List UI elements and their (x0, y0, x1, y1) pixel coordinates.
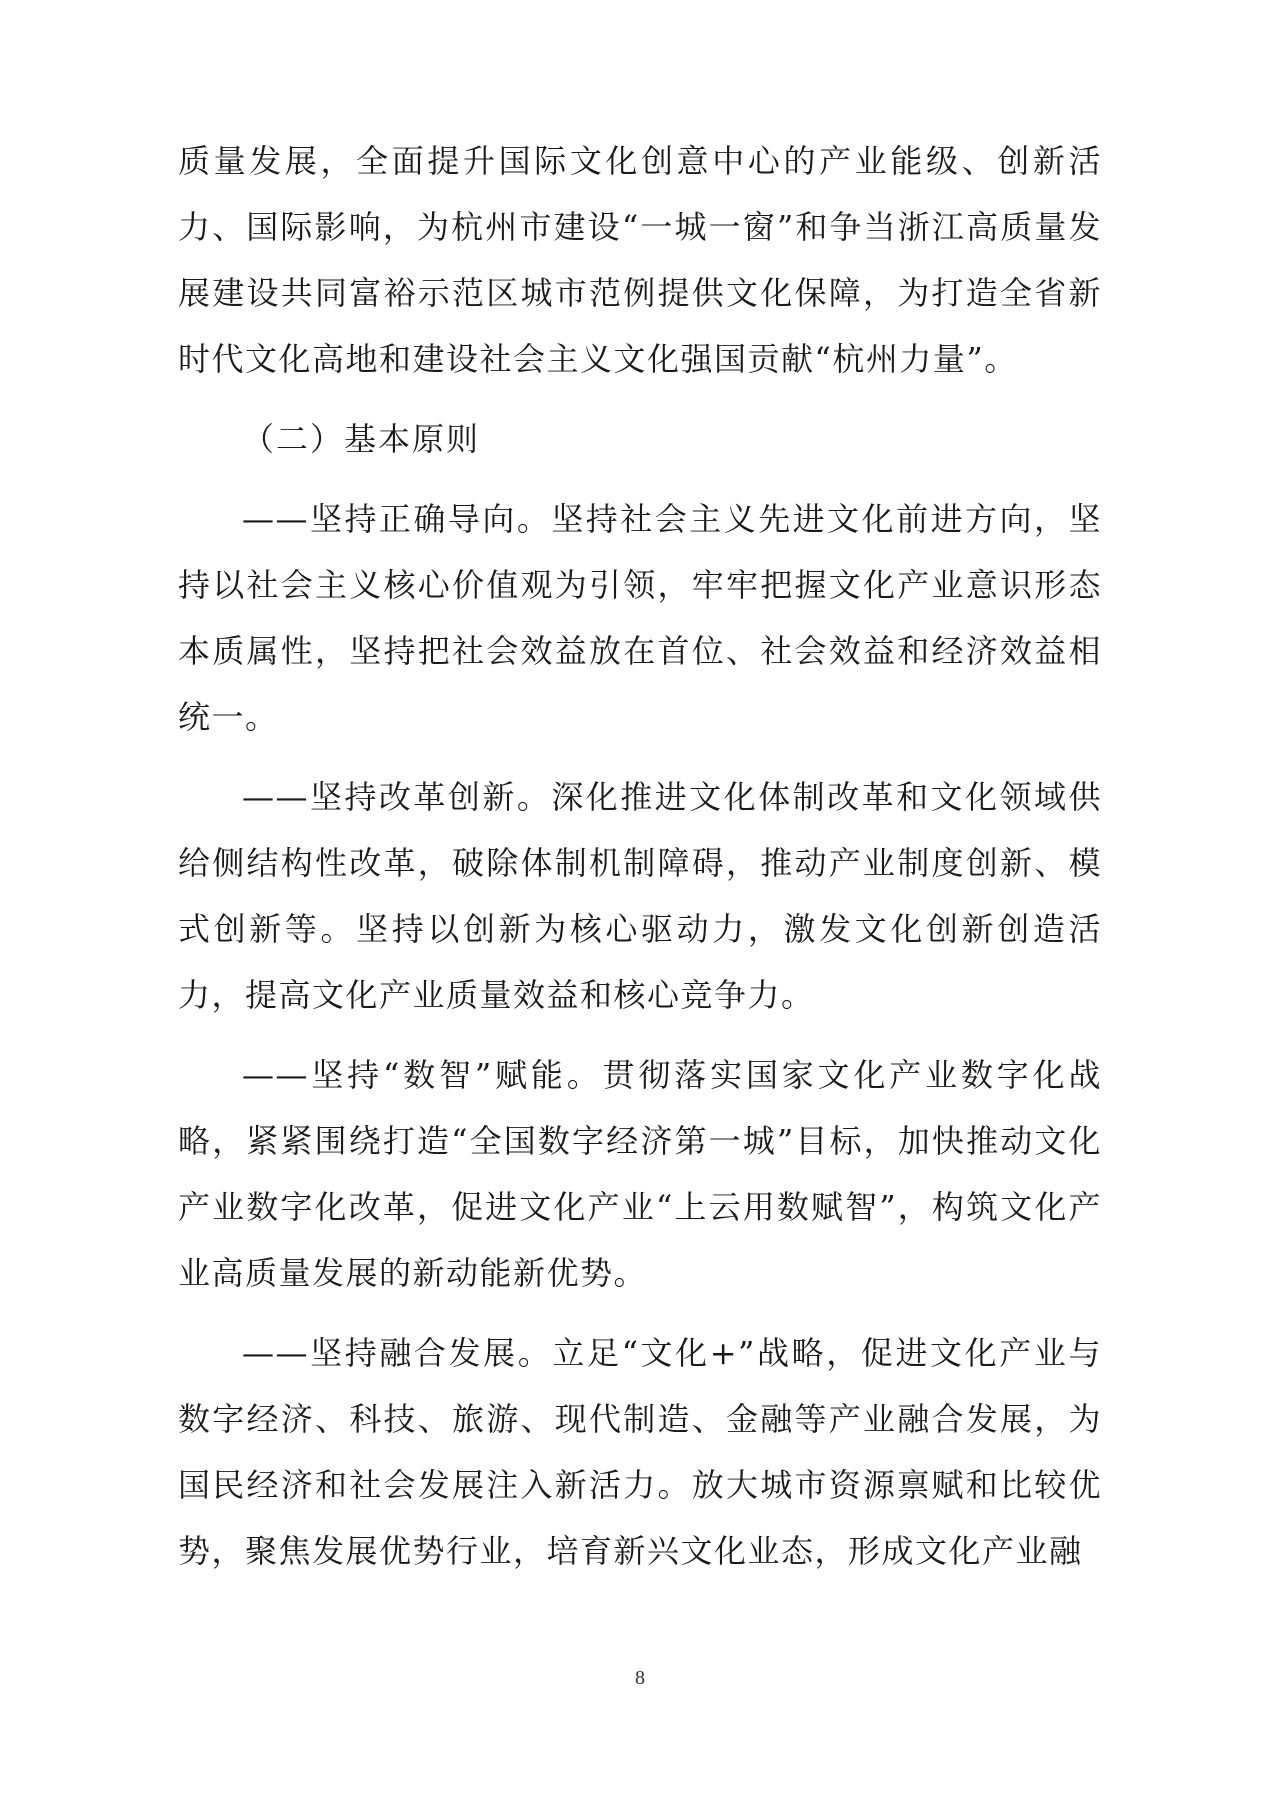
principle-paragraph-digital-empowerment (178, 1042, 1102, 1306)
principle-lead: ——坚持正确导向。 (242, 500, 552, 538)
principle-body: 立足“文化+”战略，促进文化产业与数字经济、科技、旅游、现代制造、金融等产业融合发展，为国民经济和社会发展注入新活力。放大城市资源禀赋和比较优势，聚焦发展优势行业，培育新兴文化业态，形成文化产业融 (178, 1334, 1102, 1570)
principle-paragraph-correct-orientation (178, 486, 1102, 750)
section-heading: （二）基本原则 (242, 420, 481, 458)
principle-paragraph-integrated-development (178, 1320, 1102, 1584)
principle-body: 深化推进文化体制改革和文化领域供给侧结构性改革，破除体制机制障碍，推动产业制度创新、模式创新等。坚持以创新为核心驱动力，激发文化创新创造活力，提高文化产业质量效益和核心竞争力。 (178, 778, 1102, 1014)
principle-paragraph-reform-innovation (178, 764, 1102, 1028)
principle-body: 坚持社会主义先进文化前进方向，坚持以社会主义核心价值观为引领，牢牢把握文化产业意识形态本质属性，坚持把社会效益放在首位、社会效益和经济效益相统一。 (178, 500, 1102, 736)
page-number: 8 (635, 1667, 645, 1689)
principle-lead: ——坚持“数智”赋能。 (242, 1056, 603, 1094)
principle-lead: ——坚持改革创新。 (242, 778, 552, 816)
principle-lead: ——坚持融合发展。 (242, 1334, 553, 1372)
intro-paragraph: 质量发展，全面提升国际文化创意中心的产业能级、创新活力、国际影响，为杭州市建设“一城一窗”和争当浙江高质量发展建设共同富裕示范区城市范例提供文化保障，为打造全省新时代文化高地和建设社会主义文化强国贡献“杭州力量”。 (178, 142, 1102, 378)
page-body (178, 128, 1102, 1584)
principle-body: 贯彻落实国家文化产业数字化战略，紧紧围绕打造“全国数字经济第一城”目标，加快推动文化产业数字化改革，促进文化产业“上云用数赋智”，构筑文化产业高质量发展的新动能新优势。 (178, 1056, 1102, 1292)
